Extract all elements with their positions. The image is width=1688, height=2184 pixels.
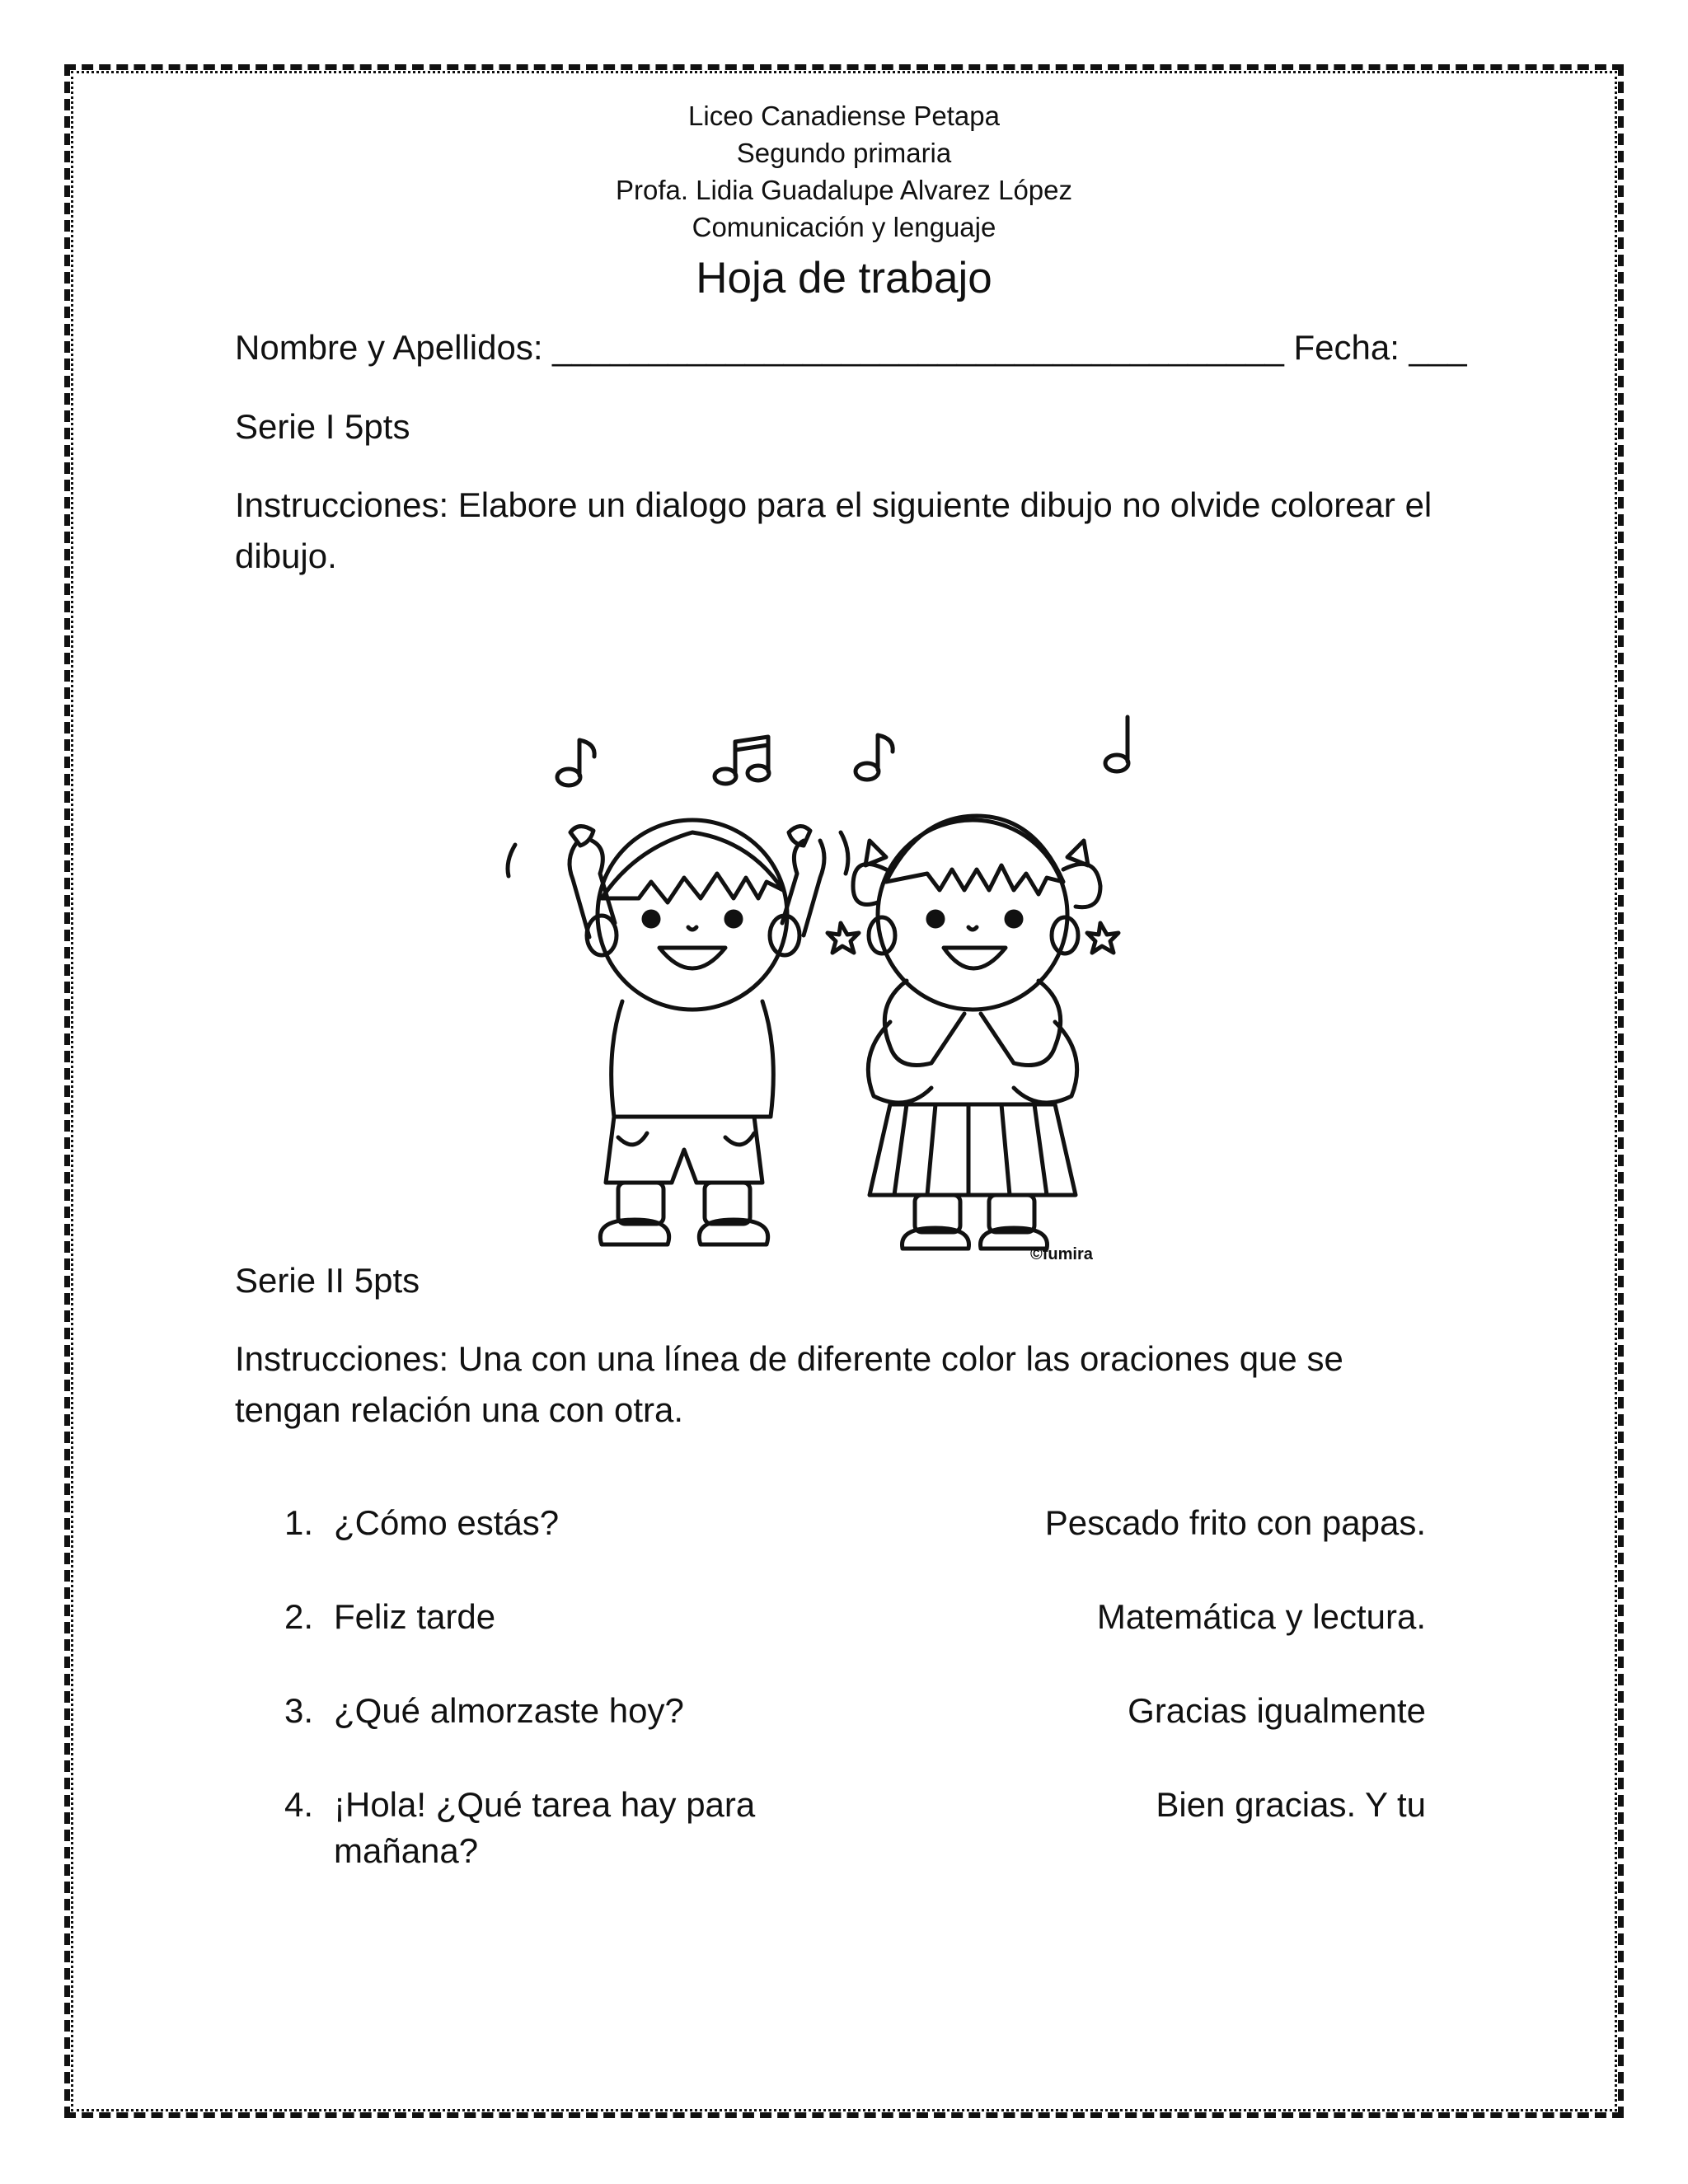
music-note-icon: [856, 735, 893, 780]
worksheet-header: [0, 97, 1688, 308]
item-question: Feliz tarde: [334, 1597, 496, 1636]
music-note-icon: [1105, 717, 1128, 771]
music-notes-icon: [715, 737, 769, 784]
item-answer: Gracias igualmente: [1128, 1691, 1426, 1730]
item-number: 2.: [284, 1597, 314, 1636]
image-credit: ©fumira: [1030, 1245, 1093, 1263]
item-number: 1.: [284, 1503, 314, 1542]
item-answer: Pescado frito con papas.: [1044, 1503, 1426, 1542]
teacher-name: Profa. Lidia Guadalupe Alvarez López: [615, 175, 1073, 205]
matching-list: [284, 1500, 1426, 1876]
item-question: ¡Hola! ¿Qué tarea hay para mañana?: [334, 1785, 756, 1870]
item-number: 4.: [284, 1785, 314, 1824]
name-date-field: Nombre y Apellidos: ______________________________________ Fecha: ___: [235, 328, 1467, 367]
item-number: 3.: [284, 1691, 314, 1730]
subject: Comunicación y lenguaje: [692, 212, 996, 242]
list-item: [284, 1500, 1426, 1594]
boy-figure: [508, 820, 848, 1244]
item-question: ¿Qué almorzaste hoy?: [334, 1691, 684, 1730]
list-item: [284, 1594, 1426, 1688]
school-name: Liceo Canadiense Petapa: [688, 101, 1000, 131]
serie1-instructions: Instrucciones: Elabore un dialogo para el siguiente dibujo no olvide colorear el dibujo.: [235, 485, 1432, 575]
list-item: [284, 1782, 1426, 1876]
item-answer: Bien gracias. Y tu: [1156, 1785, 1426, 1824]
girl-figure: [828, 816, 1118, 1249]
item-answer: Matemática y lectura.: [1096, 1597, 1426, 1636]
children-singing-illustration: [478, 709, 1187, 1269]
serie1-heading: Serie I 5pts: [235, 407, 410, 446]
serie2-heading: Serie II 5pts: [235, 1261, 420, 1300]
music-note-icon: [557, 740, 594, 785]
page-title: Hoja de trabajo: [696, 254, 992, 302]
item-question: ¿Cómo estás?: [334, 1503, 560, 1542]
list-item: [284, 1688, 1426, 1782]
serie2-instructions: Instrucciones: Una con una línea de diferente color las oraciones que se tengan relación una con otra.: [235, 1339, 1343, 1429]
grade: Segundo primaria: [736, 138, 952, 168]
